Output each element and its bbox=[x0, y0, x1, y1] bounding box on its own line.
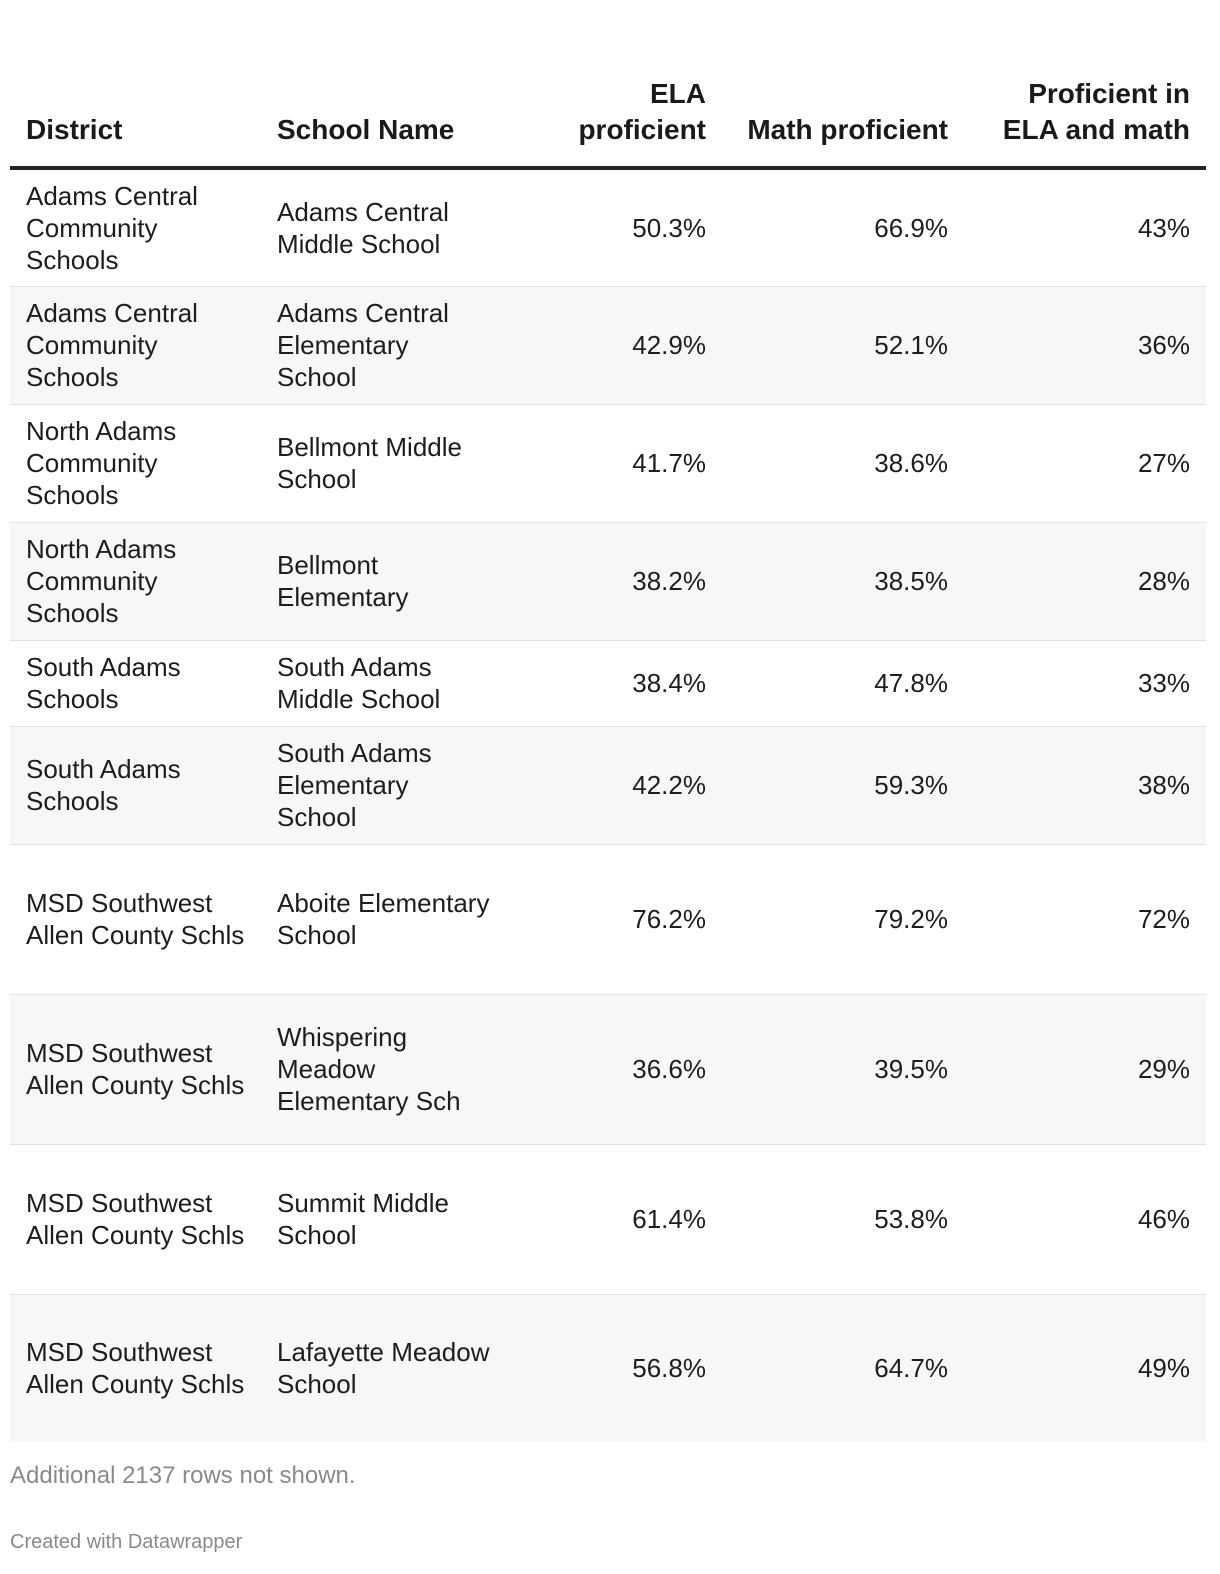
cell-school-name: South Adams Middle School bbox=[261, 640, 509, 726]
table-row bbox=[10, 1144, 1206, 1294]
cell-math-proficient: 66.9% bbox=[722, 168, 964, 286]
cell-proficient-both: 49% bbox=[964, 1294, 1206, 1442]
column-header-math-proficient[interactable]: Math proficient bbox=[722, 0, 964, 168]
table-row bbox=[10, 726, 1206, 844]
cell-proficient-both: 46% bbox=[964, 1144, 1206, 1294]
cell-school-name: Adams Central Elementary School bbox=[261, 286, 509, 404]
cell-ela-proficient: 42.2% bbox=[509, 726, 722, 844]
column-header-district[interactable]: District bbox=[10, 0, 261, 168]
cell-proficient-both: 28% bbox=[964, 522, 1206, 640]
cell-district: MSD Southwest Allen County Schls bbox=[10, 1294, 261, 1442]
cell-district: MSD Southwest Allen County Schls bbox=[10, 994, 261, 1144]
cell-school-name: Summit Middle School bbox=[261, 1144, 509, 1294]
datawrapper-credit[interactable]: Created with Datawrapper bbox=[10, 1531, 243, 1553]
cell-school-name: Whispering Meadow Elementary Sch bbox=[261, 994, 509, 1144]
table-row bbox=[10, 286, 1206, 404]
cell-math-proficient: 59.3% bbox=[722, 726, 964, 844]
cell-proficient-both: 72% bbox=[964, 844, 1206, 994]
cell-ela-proficient: 38.4% bbox=[509, 640, 722, 726]
table-body bbox=[10, 168, 1206, 1442]
cell-district: North Adams Community Schools bbox=[10, 522, 261, 640]
cell-district: North Adams Community Schools bbox=[10, 404, 261, 522]
table-row bbox=[10, 844, 1206, 994]
table-header bbox=[10, 0, 1206, 168]
cell-district: Adams Central Community Schools bbox=[10, 168, 261, 286]
cell-math-proficient: 38.5% bbox=[722, 522, 964, 640]
table-row bbox=[10, 168, 1206, 286]
cell-math-proficient: 52.1% bbox=[722, 286, 964, 404]
cell-math-proficient: 64.7% bbox=[722, 1294, 964, 1442]
cell-math-proficient: 79.2% bbox=[722, 844, 964, 994]
column-header-proficient-both[interactable]: Proficient in ELA and math bbox=[964, 0, 1206, 168]
column-header-ela-proficient[interactable]: ELA proficient bbox=[509, 0, 722, 168]
cell-proficient-both: 27% bbox=[964, 404, 1206, 522]
cell-school-name: Bellmont Elementary bbox=[261, 522, 509, 640]
cell-district: MSD Southwest Allen County Schls bbox=[10, 1144, 261, 1294]
cell-ela-proficient: 61.4% bbox=[509, 1144, 722, 1294]
cell-school-name: Aboite Elementary School bbox=[261, 844, 509, 994]
cell-district: South Adams Schools bbox=[10, 726, 261, 844]
cell-math-proficient: 39.5% bbox=[722, 994, 964, 1144]
header-row bbox=[10, 0, 1206, 168]
data-table bbox=[10, 0, 1206, 1442]
cell-ela-proficient: 41.7% bbox=[509, 404, 722, 522]
cell-district: MSD Southwest Allen County Schls bbox=[10, 844, 261, 994]
table-row bbox=[10, 994, 1206, 1144]
table-row bbox=[10, 640, 1206, 726]
cell-proficient-both: 33% bbox=[964, 640, 1206, 726]
table-row bbox=[10, 522, 1206, 640]
cell-district: South Adams Schools bbox=[10, 640, 261, 726]
cell-ela-proficient: 36.6% bbox=[509, 994, 722, 1144]
cell-ela-proficient: 42.9% bbox=[509, 286, 722, 404]
cell-school-name: Bellmont Middle School bbox=[261, 404, 509, 522]
cell-district: Adams Central Community Schools bbox=[10, 286, 261, 404]
cell-ela-proficient: 76.2% bbox=[509, 844, 722, 994]
cell-math-proficient: 47.8% bbox=[722, 640, 964, 726]
cell-school-name: Lafayette Meadow School bbox=[261, 1294, 509, 1442]
cell-ela-proficient: 50.3% bbox=[509, 168, 722, 286]
column-header-school-name[interactable]: School Name bbox=[261, 0, 509, 168]
cell-proficient-both: 43% bbox=[964, 168, 1206, 286]
data-table-container bbox=[10, 0, 1206, 1442]
table-row bbox=[10, 1294, 1206, 1442]
cell-proficient-both: 29% bbox=[964, 994, 1206, 1144]
cell-ela-proficient: 38.2% bbox=[509, 522, 722, 640]
cell-math-proficient: 53.8% bbox=[722, 1144, 964, 1294]
table-row bbox=[10, 404, 1206, 522]
cell-proficient-both: 36% bbox=[964, 286, 1206, 404]
cell-ela-proficient: 56.8% bbox=[509, 1294, 722, 1442]
cell-school-name: Adams Central Middle School bbox=[261, 168, 509, 286]
cell-school-name: South Adams Elementary School bbox=[261, 726, 509, 844]
cell-proficient-both: 38% bbox=[964, 726, 1206, 844]
table-notes: Additional 2137 rows not shown. bbox=[10, 1462, 356, 1489]
cell-math-proficient: 38.6% bbox=[722, 404, 964, 522]
